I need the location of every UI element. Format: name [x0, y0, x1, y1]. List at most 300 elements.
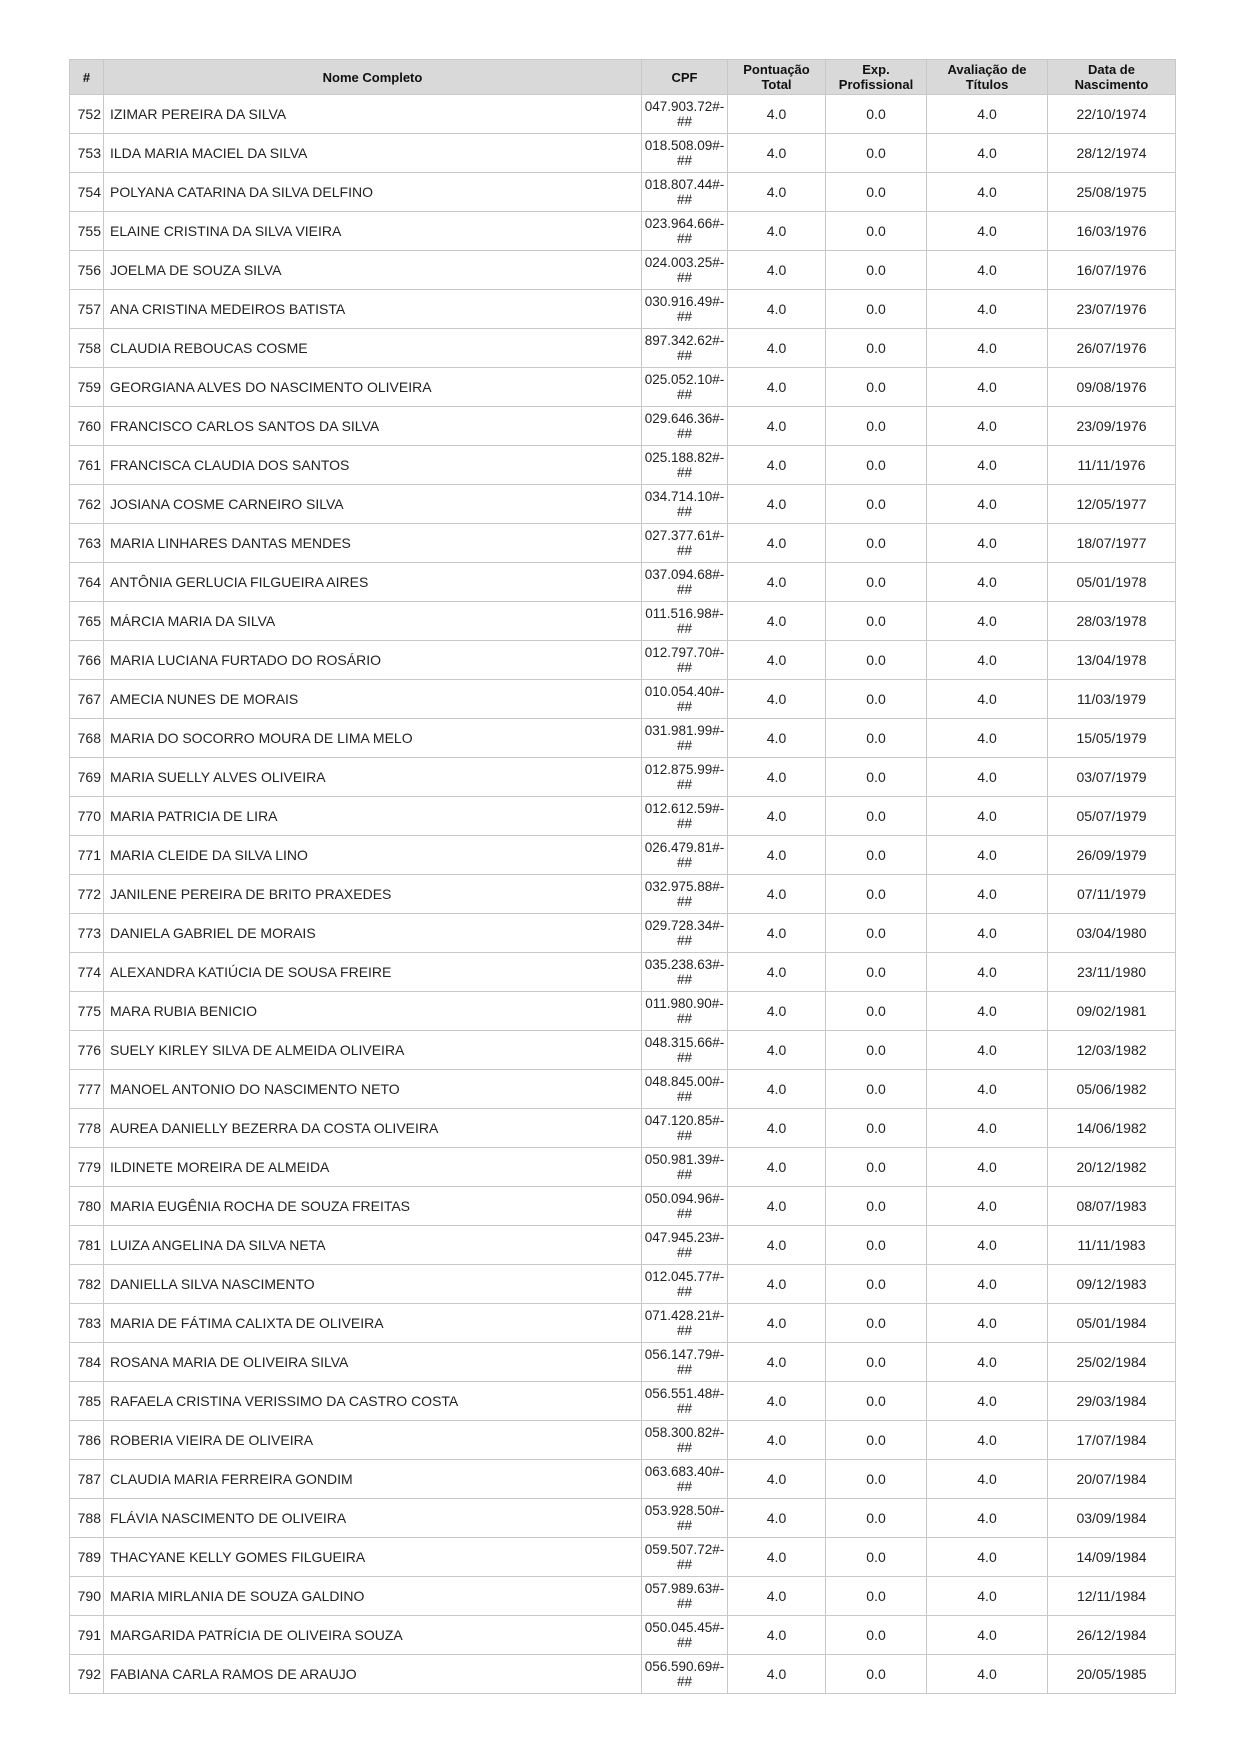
score-titles: 4.0 [927, 1031, 1048, 1070]
score-titles: 4.0 [927, 1187, 1048, 1226]
score-titles: 4.0 [927, 914, 1048, 953]
score-total: 4.0 [728, 485, 826, 524]
birth-date: 25/08/1975 [1048, 173, 1176, 212]
score-titles: 4.0 [927, 290, 1048, 329]
birth-date: 07/11/1979 [1048, 875, 1176, 914]
score-total: 4.0 [728, 914, 826, 953]
birth-date: 05/01/1984 [1048, 1304, 1176, 1343]
score-experience: 0.0 [826, 1148, 927, 1187]
score-titles: 4.0 [927, 1499, 1048, 1538]
row-number: 768 [70, 719, 104, 758]
cpf-cell: 056.147.79#- ## [642, 1343, 728, 1382]
score-titles: 4.0 [927, 1655, 1048, 1694]
score-total: 4.0 [728, 290, 826, 329]
candidate-name: JOELMA DE SOUZA SILVA [104, 251, 642, 290]
candidate-name: SUELY KIRLEY SILVA DE ALMEIDA OLIVEIRA [104, 1031, 642, 1070]
row-number: 791 [70, 1616, 104, 1655]
score-total: 4.0 [728, 407, 826, 446]
score-experience: 0.0 [826, 797, 927, 836]
score-total: 4.0 [728, 1148, 826, 1187]
score-experience: 0.0 [826, 1655, 927, 1694]
score-experience: 0.0 [826, 992, 927, 1031]
table-body [70, 95, 1176, 1694]
score-titles: 4.0 [927, 875, 1048, 914]
score-total: 4.0 [728, 1265, 826, 1304]
cpf-cell: 050.094.96#- ## [642, 1187, 728, 1226]
row-number: 753 [70, 134, 104, 173]
score-experience: 0.0 [826, 1343, 927, 1382]
birth-date: 18/07/1977 [1048, 524, 1176, 563]
birth-date: 25/02/1984 [1048, 1343, 1176, 1382]
score-experience: 0.0 [826, 368, 927, 407]
candidate-name: CLAUDIA REBOUCAS COSME [104, 329, 642, 368]
score-total: 4.0 [728, 719, 826, 758]
birth-date: 03/07/1979 [1048, 758, 1176, 797]
candidate-name: AMECIA NUNES DE MORAIS [104, 680, 642, 719]
candidate-name: JANILENE PEREIRA DE BRITO PRAXEDES [104, 875, 642, 914]
candidate-name: THACYANE KELLY GOMES FILGUEIRA [104, 1538, 642, 1577]
table-row [70, 1382, 1176, 1421]
score-experience: 0.0 [826, 1499, 927, 1538]
birth-date: 13/04/1978 [1048, 641, 1176, 680]
cpf-cell: 012.612.59#- ## [642, 797, 728, 836]
candidate-name: MARIA LINHARES DANTAS MENDES [104, 524, 642, 563]
row-number: 772 [70, 875, 104, 914]
row-number: 767 [70, 680, 104, 719]
cpf-cell: 897.342.62#- ## [642, 329, 728, 368]
score-titles: 4.0 [927, 524, 1048, 563]
candidate-name: CLAUDIA MARIA FERREIRA GONDIM [104, 1460, 642, 1499]
table-row [70, 1421, 1176, 1460]
score-experience: 0.0 [826, 953, 927, 992]
table-row [70, 1616, 1176, 1655]
birth-date: 05/06/1982 [1048, 1070, 1176, 1109]
score-total: 4.0 [728, 173, 826, 212]
score-titles: 4.0 [927, 1226, 1048, 1265]
score-experience: 0.0 [826, 1382, 927, 1421]
birth-date: 23/11/1980 [1048, 953, 1176, 992]
score-experience: 0.0 [826, 446, 927, 485]
row-number: 757 [70, 290, 104, 329]
candidate-name: DANIELLA SILVA NASCIMENTO [104, 1265, 642, 1304]
cpf-cell: 032.975.88#- ## [642, 875, 728, 914]
birth-date: 09/12/1983 [1048, 1265, 1176, 1304]
score-titles: 4.0 [927, 173, 1048, 212]
row-number: 754 [70, 173, 104, 212]
candidate-name: GEORGIANA ALVES DO NASCIMENTO OLIVEIRA [104, 368, 642, 407]
birth-date: 03/09/1984 [1048, 1499, 1176, 1538]
header-name: Nome Completo [104, 60, 642, 95]
birth-date: 20/05/1985 [1048, 1655, 1176, 1694]
score-total: 4.0 [728, 95, 826, 134]
table-row [70, 1655, 1176, 1694]
table-row [70, 1538, 1176, 1577]
score-total: 4.0 [728, 1304, 826, 1343]
score-experience: 0.0 [826, 212, 927, 251]
birth-date: 16/03/1976 [1048, 212, 1176, 251]
candidate-name: ELAINE CRISTINA DA SILVA VIEIRA [104, 212, 642, 251]
table-row [70, 485, 1176, 524]
row-number: 776 [70, 1031, 104, 1070]
cpf-cell: 012.797.70#- ## [642, 641, 728, 680]
cpf-cell: 030.916.49#- ## [642, 290, 728, 329]
candidate-name: MANOEL ANTONIO DO NASCIMENTO NETO [104, 1070, 642, 1109]
cpf-cell: 011.980.90#- ## [642, 992, 728, 1031]
header-birthdate: Data de Nascimento [1048, 60, 1176, 95]
birth-date: 12/11/1984 [1048, 1577, 1176, 1616]
score-titles: 4.0 [927, 1343, 1048, 1382]
candidate-name: MARIA DO SOCORRO MOURA DE LIMA MELO [104, 719, 642, 758]
score-experience: 0.0 [826, 134, 927, 173]
table-row [70, 953, 1176, 992]
table-row [70, 719, 1176, 758]
header-experience: Exp. Profissional [826, 60, 927, 95]
row-number: 787 [70, 1460, 104, 1499]
score-experience: 0.0 [826, 1616, 927, 1655]
table-row [70, 1109, 1176, 1148]
score-titles: 4.0 [927, 680, 1048, 719]
candidate-name: FRANCISCA CLAUDIA DOS SANTOS [104, 446, 642, 485]
score-total: 4.0 [728, 953, 826, 992]
score-titles: 4.0 [927, 719, 1048, 758]
score-total: 4.0 [728, 1616, 826, 1655]
score-total: 4.0 [728, 680, 826, 719]
row-number: 773 [70, 914, 104, 953]
table-row [70, 524, 1176, 563]
score-titles: 4.0 [927, 1109, 1048, 1148]
score-total: 4.0 [728, 1031, 826, 1070]
candidate-name: ANTÔNIA GERLUCIA FILGUEIRA AIRES [104, 563, 642, 602]
score-titles: 4.0 [927, 1265, 1048, 1304]
score-total: 4.0 [728, 1655, 826, 1694]
birth-date: 09/08/1976 [1048, 368, 1176, 407]
score-experience: 0.0 [826, 1304, 927, 1343]
score-total: 4.0 [728, 1343, 826, 1382]
table-row [70, 251, 1176, 290]
candidate-name: RAFAELA CRISTINA VERISSIMO DA CASTRO COSTA [104, 1382, 642, 1421]
cpf-cell: 029.728.34#- ## [642, 914, 728, 953]
birth-date: 15/05/1979 [1048, 719, 1176, 758]
table-row [70, 914, 1176, 953]
row-number: 780 [70, 1187, 104, 1226]
score-experience: 0.0 [826, 758, 927, 797]
birth-date: 11/11/1976 [1048, 446, 1176, 485]
cpf-cell: 059.507.72#- ## [642, 1538, 728, 1577]
cpf-cell: 024.003.25#- ## [642, 251, 728, 290]
table-row [70, 1577, 1176, 1616]
candidate-name: ALEXANDRA KATIÚCIA DE SOUSA FREIRE [104, 953, 642, 992]
score-titles: 4.0 [927, 1382, 1048, 1421]
table-row [70, 758, 1176, 797]
score-total: 4.0 [728, 758, 826, 797]
table-row [70, 1343, 1176, 1382]
birth-date: 20/07/1984 [1048, 1460, 1176, 1499]
candidate-name: FABIANA CARLA RAMOS DE ARAUJO [104, 1655, 642, 1694]
birth-date: 09/02/1981 [1048, 992, 1176, 1031]
birth-date: 03/04/1980 [1048, 914, 1176, 953]
table-row [70, 173, 1176, 212]
score-experience: 0.0 [826, 173, 927, 212]
candidate-name: AUREA DANIELLY BEZERRA DA COSTA OLIVEIRA [104, 1109, 642, 1148]
table-row [70, 875, 1176, 914]
table-row [70, 1499, 1176, 1538]
row-number: 761 [70, 446, 104, 485]
cpf-cell: 048.315.66#- ## [642, 1031, 728, 1070]
cpf-cell: 056.590.69#- ## [642, 1655, 728, 1694]
birth-date: 12/05/1977 [1048, 485, 1176, 524]
score-experience: 0.0 [826, 95, 927, 134]
row-number: 782 [70, 1265, 104, 1304]
candidate-name: MARIA MIRLANIA DE SOUZA GALDINO [104, 1577, 642, 1616]
score-titles: 4.0 [927, 1538, 1048, 1577]
candidate-name: MÁRCIA MARIA DA SILVA [104, 602, 642, 641]
table-row [70, 134, 1176, 173]
cpf-cell: 037.094.68#- ## [642, 563, 728, 602]
candidate-name: LUIZA ANGELINA DA SILVA NETA [104, 1226, 642, 1265]
score-total: 4.0 [728, 251, 826, 290]
cpf-cell: 012.875.99#- ## [642, 758, 728, 797]
score-total: 4.0 [728, 134, 826, 173]
table-row [70, 95, 1176, 134]
candidate-name: MARIA DE FÁTIMA CALIXTA DE OLIVEIRA [104, 1304, 642, 1343]
score-experience: 0.0 [826, 1187, 927, 1226]
cpf-cell: 050.045.45#- ## [642, 1616, 728, 1655]
candidate-name: ROSANA MARIA DE OLIVEIRA SILVA [104, 1343, 642, 1382]
score-experience: 0.0 [826, 1265, 927, 1304]
score-titles: 4.0 [927, 563, 1048, 602]
birth-date: 23/07/1976 [1048, 290, 1176, 329]
score-experience: 0.0 [826, 524, 927, 563]
row-number: 758 [70, 329, 104, 368]
score-titles: 4.0 [927, 758, 1048, 797]
birth-date: 20/12/1982 [1048, 1148, 1176, 1187]
score-titles: 4.0 [927, 1070, 1048, 1109]
score-titles: 4.0 [927, 134, 1048, 173]
score-experience: 0.0 [826, 875, 927, 914]
table-row [70, 641, 1176, 680]
candidate-name: FRANCISCO CARLOS SANTOS DA SILVA [104, 407, 642, 446]
score-total: 4.0 [728, 446, 826, 485]
cpf-cell: 034.714.10#- ## [642, 485, 728, 524]
row-number: 770 [70, 797, 104, 836]
score-total: 4.0 [728, 602, 826, 641]
birth-date: 12/03/1982 [1048, 1031, 1176, 1070]
score-experience: 0.0 [826, 1070, 927, 1109]
score-total: 4.0 [728, 563, 826, 602]
score-experience: 0.0 [826, 1226, 927, 1265]
table-row [70, 407, 1176, 446]
score-total: 4.0 [728, 1460, 826, 1499]
row-number: 790 [70, 1577, 104, 1616]
score-experience: 0.0 [826, 563, 927, 602]
row-number: 781 [70, 1226, 104, 1265]
row-number: 756 [70, 251, 104, 290]
score-titles: 4.0 [927, 797, 1048, 836]
score-titles: 4.0 [927, 836, 1048, 875]
row-number: 765 [70, 602, 104, 641]
score-titles: 4.0 [927, 641, 1048, 680]
cpf-cell: 071.428.21#- ## [642, 1304, 728, 1343]
header-total: Pontuação Total [728, 60, 826, 95]
row-number: 788 [70, 1499, 104, 1538]
birth-date: 26/07/1976 [1048, 329, 1176, 368]
table-row [70, 329, 1176, 368]
score-total: 4.0 [728, 1577, 826, 1616]
table-row [70, 1070, 1176, 1109]
birth-date: 14/06/1982 [1048, 1109, 1176, 1148]
row-number: 778 [70, 1109, 104, 1148]
score-total: 4.0 [728, 641, 826, 680]
table-row [70, 1304, 1176, 1343]
table-row [70, 1031, 1176, 1070]
score-titles: 4.0 [927, 1148, 1048, 1187]
score-total: 4.0 [728, 1382, 826, 1421]
cpf-cell: 053.928.50#- ## [642, 1499, 728, 1538]
table-row [70, 1148, 1176, 1187]
row-number: 771 [70, 836, 104, 875]
row-number: 783 [70, 1304, 104, 1343]
cpf-cell: 010.054.40#- ## [642, 680, 728, 719]
table-row [70, 368, 1176, 407]
table-row [70, 1460, 1176, 1499]
score-total: 4.0 [728, 1499, 826, 1538]
candidate-name: FLÁVIA NASCIMENTO DE OLIVEIRA [104, 1499, 642, 1538]
score-total: 4.0 [728, 1109, 826, 1148]
score-titles: 4.0 [927, 407, 1048, 446]
candidate-name: ILDA MARIA MACIEL DA SILVA [104, 134, 642, 173]
score-total: 4.0 [728, 875, 826, 914]
score-experience: 0.0 [826, 251, 927, 290]
row-number: 763 [70, 524, 104, 563]
candidate-name: ILDINETE MOREIRA DE ALMEIDA [104, 1148, 642, 1187]
score-experience: 0.0 [826, 914, 927, 953]
table-row [70, 992, 1176, 1031]
cpf-cell: 056.551.48#- ## [642, 1382, 728, 1421]
candidate-name: JOSIANA COSME CARNEIRO SILVA [104, 485, 642, 524]
row-number: 764 [70, 563, 104, 602]
score-experience: 0.0 [826, 1109, 927, 1148]
row-number: 775 [70, 992, 104, 1031]
birth-date: 11/03/1979 [1048, 680, 1176, 719]
score-total: 4.0 [728, 368, 826, 407]
score-experience: 0.0 [826, 290, 927, 329]
cpf-cell: 026.479.81#- ## [642, 836, 728, 875]
candidate-name: MARIA LUCIANA FURTADO DO ROSÁRIO [104, 641, 642, 680]
score-titles: 4.0 [927, 1577, 1048, 1616]
score-experience: 0.0 [826, 1577, 927, 1616]
row-number: 759 [70, 368, 104, 407]
birth-date: 11/11/1983 [1048, 1226, 1176, 1265]
cpf-cell: 057.989.63#- ## [642, 1577, 728, 1616]
candidate-name: MARIA SUELLY ALVES OLIVEIRA [104, 758, 642, 797]
table-row [70, 1226, 1176, 1265]
table-row [70, 446, 1176, 485]
header-titles: Avaliação de Títulos [927, 60, 1048, 95]
score-titles: 4.0 [927, 95, 1048, 134]
row-number: 766 [70, 641, 104, 680]
birth-date: 26/12/1984 [1048, 1616, 1176, 1655]
score-titles: 4.0 [927, 446, 1048, 485]
birth-date: 17/07/1984 [1048, 1421, 1176, 1460]
candidate-name: ROBERIA VIEIRA DE OLIVEIRA [104, 1421, 642, 1460]
table-row [70, 1265, 1176, 1304]
row-number: 752 [70, 95, 104, 134]
table-row [70, 1187, 1176, 1226]
row-number: 792 [70, 1655, 104, 1694]
birth-date: 08/07/1983 [1048, 1187, 1176, 1226]
score-experience: 0.0 [826, 1421, 927, 1460]
table-row [70, 563, 1176, 602]
row-number: 785 [70, 1382, 104, 1421]
row-number: 789 [70, 1538, 104, 1577]
table-row [70, 836, 1176, 875]
table-header [70, 60, 1176, 95]
cpf-cell: 025.052.10#- ## [642, 368, 728, 407]
row-number: 774 [70, 953, 104, 992]
cpf-cell: 058.300.82#- ## [642, 1421, 728, 1460]
cpf-cell: 035.238.63#- ## [642, 953, 728, 992]
cpf-cell: 027.377.61#- ## [642, 524, 728, 563]
cpf-cell: 048.845.00#- ## [642, 1070, 728, 1109]
score-experience: 0.0 [826, 485, 927, 524]
cpf-cell: 029.646.36#- ## [642, 407, 728, 446]
score-experience: 0.0 [826, 680, 927, 719]
score-titles: 4.0 [927, 329, 1048, 368]
birth-date: 14/09/1984 [1048, 1538, 1176, 1577]
score-experience: 0.0 [826, 719, 927, 758]
birth-date: 05/01/1978 [1048, 563, 1176, 602]
birth-date: 05/07/1979 [1048, 797, 1176, 836]
table-row [70, 602, 1176, 641]
results-table [69, 59, 1176, 1694]
row-number: 769 [70, 758, 104, 797]
score-total: 4.0 [728, 1187, 826, 1226]
score-experience: 0.0 [826, 602, 927, 641]
candidate-name: POLYANA CATARINA DA SILVA DELFINO [104, 173, 642, 212]
score-experience: 0.0 [826, 1538, 927, 1577]
score-experience: 0.0 [826, 1460, 927, 1499]
score-titles: 4.0 [927, 1616, 1048, 1655]
table-row [70, 680, 1176, 719]
cpf-cell: 063.683.40#- ## [642, 1460, 728, 1499]
cpf-cell: 050.981.39#- ## [642, 1148, 728, 1187]
score-experience: 0.0 [826, 407, 927, 446]
score-total: 4.0 [728, 1070, 826, 1109]
candidate-name: MARA RUBIA BENICIO [104, 992, 642, 1031]
score-titles: 4.0 [927, 1421, 1048, 1460]
candidate-name: MARIA EUGÊNIA ROCHA DE SOUZA FREITAS [104, 1187, 642, 1226]
table-row [70, 797, 1176, 836]
table-row [70, 212, 1176, 251]
cpf-cell: 047.120.85#- ## [642, 1109, 728, 1148]
score-titles: 4.0 [927, 602, 1048, 641]
birth-date: 23/09/1976 [1048, 407, 1176, 446]
score-experience: 0.0 [826, 1031, 927, 1070]
birth-date: 26/09/1979 [1048, 836, 1176, 875]
candidate-name: MARIA PATRICIA DE LIRA [104, 797, 642, 836]
score-titles: 4.0 [927, 953, 1048, 992]
score-total: 4.0 [728, 329, 826, 368]
score-experience: 0.0 [826, 329, 927, 368]
score-titles: 4.0 [927, 212, 1048, 251]
row-number: 784 [70, 1343, 104, 1382]
birth-date: 16/07/1976 [1048, 251, 1176, 290]
row-number: 777 [70, 1070, 104, 1109]
header-cpf: CPF [642, 60, 728, 95]
score-total: 4.0 [728, 1538, 826, 1577]
score-total: 4.0 [728, 992, 826, 1031]
candidate-name: MARIA CLEIDE DA SILVA LINO [104, 836, 642, 875]
